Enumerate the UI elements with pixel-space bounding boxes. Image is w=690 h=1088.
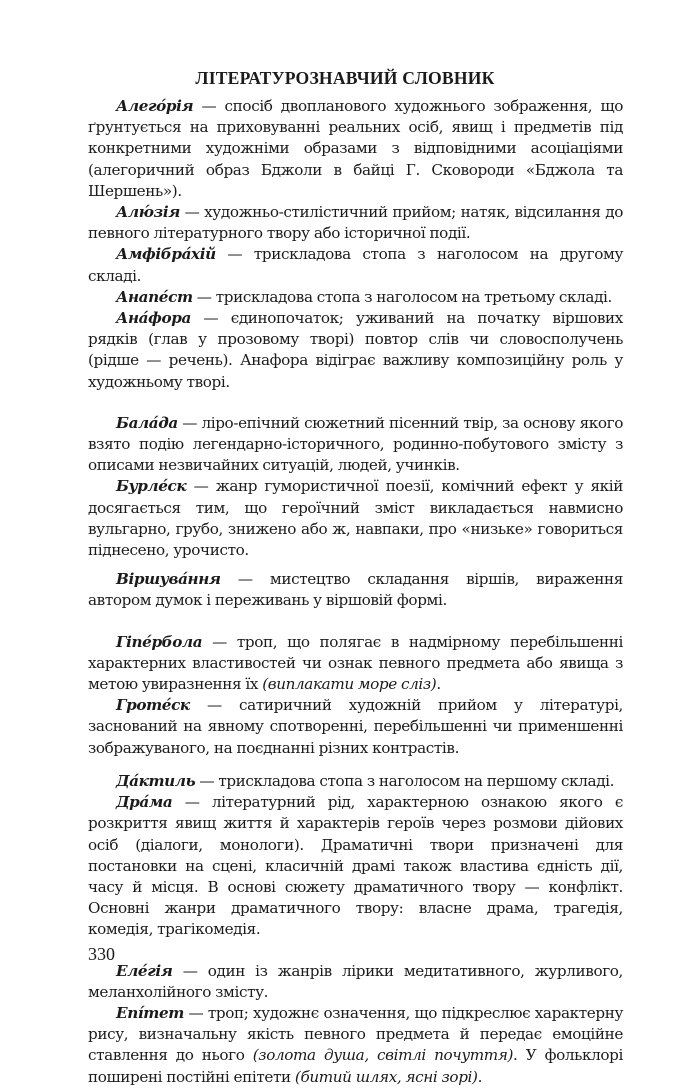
section-gap: [88, 393, 623, 413]
entry-definition: — троп; художнє означення, що підкреслює характерну рису, визначальну якість певного предмета й передає емоційне ставлення до нього: [88, 1003, 623, 1065]
entry-definition: — сатиричний художній прийом у літературі, заснований на явному спотворенні, перебільшенні чи применшенні зображуваного, на поєднанні різних контрастів.: [88, 696, 623, 757]
entry-example-2: (битий шлях, ясні зорі): [294, 1067, 478, 1086]
entry-term: Бурле́ск: [116, 477, 187, 496]
entry-anapest: [88, 287, 623, 308]
entry-daktyl: [88, 771, 623, 792]
entry-term: Алего́рія: [116, 97, 194, 115]
entry-term: Віршува́ння: [116, 570, 221, 589]
entry-example: (золота душа, світлі почуття): [252, 1046, 514, 1065]
entry-term: Епі́тет: [116, 1003, 184, 1022]
section-gap: [88, 561, 623, 569]
entry-term: Бала́да: [116, 413, 178, 432]
entry-term: Гіпе́рбола: [116, 632, 203, 651]
entry-definition: — літературний рід, характерною ознакою якого є розкриття явищ життя й характерів героїв через розмови дійових осіб (діалоги, монологи). Драматичні твори призначені для постановки на сцені, класичній драмі також властива єдність дії, часу й місця. В основі сюжету драматичного твору — конфлікт. Основні жанри драматичного твору: власне драма, трагедія, комедія, трагікомедія.: [88, 793, 623, 939]
entry-definition-mid: . У фольклорі поширені постійні епітети: [88, 1046, 623, 1086]
entry-definition: — художньо-стилістичний прийом; натяк, відсилання до певного літературного твору або історичної події.: [88, 203, 623, 243]
entry-definition: — один із жанрів лірики медитативного, журливого, меланхолійного змісту.: [88, 961, 623, 1001]
entry-definition: — мистецтво складання віршів, вираження автором думок і переживань у віршовій формі.: [88, 570, 623, 610]
entry-example: (виплакати море сліз): [262, 675, 437, 694]
entry-amfibrakhii: [88, 244, 623, 286]
entry-definition-end: .: [436, 675, 441, 694]
dictionary-body: [88, 96, 623, 1088]
entry-definition: — жанр гумористичної поезії, комічний ефект у якій досягається тим, що героїчний зміст викладається навмисно вульгарно, грубо, знижено або ж, навпаки, про «низьке» говориться піднесено, урочисто.: [88, 477, 623, 560]
entry-aliuziia: [88, 202, 623, 244]
page-title: ЛІТЕРАТУРОЗНАВЧИЙ СЛОВНИК: [195, 68, 495, 88]
entry-anafora: [88, 308, 623, 393]
entry-term: Да́ктиль: [116, 771, 196, 790]
entry-term: Гроте́ск: [116, 696, 190, 715]
entry-alehoriia: [88, 96, 623, 202]
entry-elehiia: [88, 961, 623, 1003]
entry-term: Анапе́ст: [116, 287, 193, 306]
entry-definition: — трискладова стопа з наголосом на третьому складі.: [192, 287, 612, 306]
entry-definition: — трискладова стопа з наголосом на першому складі.: [195, 771, 615, 790]
page-number: 330: [88, 944, 115, 964]
section-gap: [88, 759, 623, 771]
entry-virshuvannia: [88, 569, 623, 611]
section-gap: [88, 941, 623, 961]
entry-term: Ана́фора: [116, 309, 191, 328]
entry-burlesk: [88, 476, 623, 561]
entry-hiperbola: [88, 632, 623, 696]
entry-definition: — трискладова стопа з наголосом на другому складі.: [88, 245, 623, 285]
entry-definition: — ліро-епічний сюжетний пісенний твір, за основу якого взято подію легендарно-історичного, родинно-побутового змісту з описами незвичайних ситуацій, людей, учинків.: [88, 413, 623, 475]
entry-drama: [88, 792, 623, 940]
entry-definition-end: .: [477, 1067, 483, 1086]
entry-definition: — спосіб двопланового художнього зображення, що ґрунтується на приховуванні реальних осіб, явищ і предметів під конкретними художніми образами з відповідними асоціаціями (алегоричний образ Бджоли в байці Г. Сковороди «Бджола та Шершень»).: [88, 97, 623, 200]
entry-epitet: [88, 1003, 623, 1088]
entry-grotesk: [88, 695, 623, 759]
entry-term: Алю́зія: [116, 203, 180, 222]
entry-definition: — троп, що полягає в надмірному перебільшенні характерних властивостей чи ознак певного предмета або явища з метою увиразнення їх: [88, 632, 623, 694]
entry-term: Еле́гія: [116, 961, 173, 980]
entry-term: Дра́ма: [116, 793, 173, 812]
entry-balada: [88, 413, 623, 477]
entry-term: Амфібра́хій: [116, 245, 216, 264]
section-gap: [88, 612, 623, 632]
entry-definition: — єдинопочаток; уживаний на початку віршових рядків (глав у прозовому творі) повтор слів чи словосполучень (рідше — речень). Анафора відіграє важливу композиційну роль у художньому творі.: [88, 309, 623, 391]
